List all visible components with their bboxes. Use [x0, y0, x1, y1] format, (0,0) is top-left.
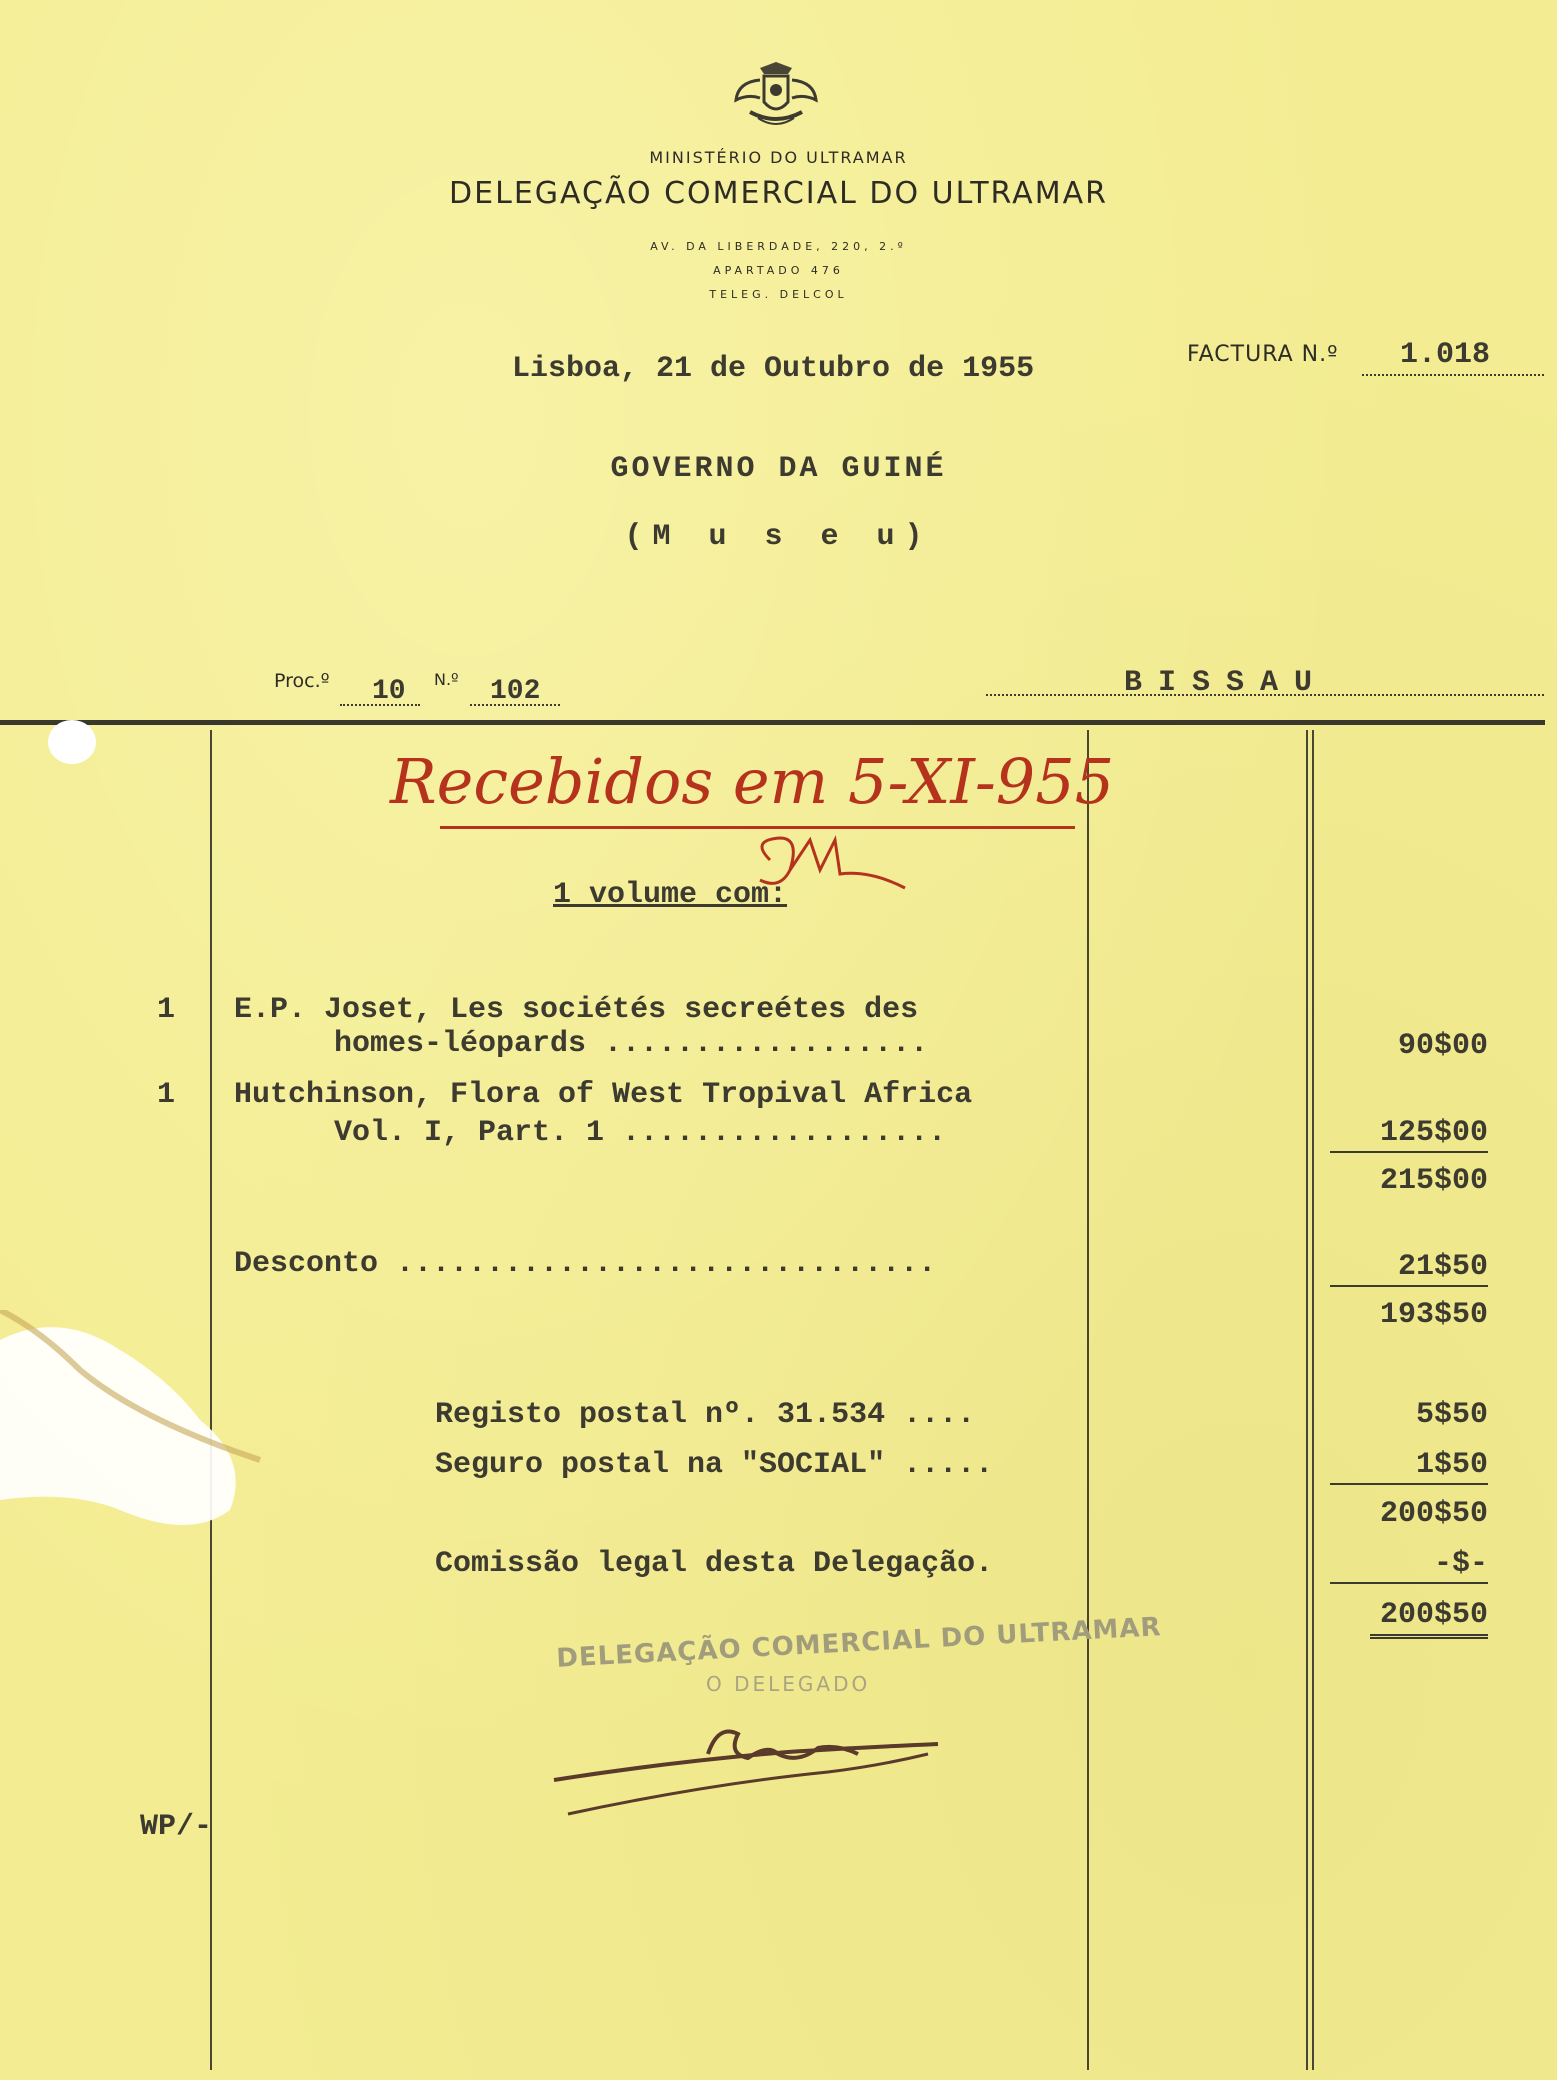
invoice-number-label: FACTURA N.º: [1187, 342, 1339, 367]
punch-hole: [48, 720, 96, 764]
item-title: Hutchinson, Flora of West Tropival Africa: [234, 1078, 973, 1112]
fees-underline: [1330, 1483, 1488, 1485]
item-quantity: 1: [157, 1078, 176, 1112]
commission-underline: [1330, 1582, 1488, 1584]
item-title: E.P. Joset, Les sociétés secreétes des: [234, 993, 919, 1027]
ministry-name: MINISTÉRIO DO ULTRAMAR: [649, 148, 908, 167]
discount-underline: [1330, 1285, 1488, 1287]
total-double-underline: [1370, 1634, 1488, 1639]
description-column-line: [1087, 730, 1089, 2070]
handwritten-receipt-note: Recebidos em 5-XI-955: [390, 745, 1115, 818]
proc-value: 10: [372, 676, 406, 707]
recipient-sub: (M u s e u): [624, 520, 933, 554]
recipient-city: BISSAU: [1124, 666, 1329, 700]
subtotal-amount: 215$00: [1379, 1164, 1488, 1198]
torn-edge: [0, 1310, 270, 1560]
address-street: AV. DA LIBERDADE, 220, 2.º: [650, 240, 907, 253]
typist-initials: WP/-: [140, 1810, 213, 1844]
no-value: 102: [490, 676, 541, 707]
commission-label: Comissão legal desta Delegação.: [435, 1547, 994, 1581]
total-amount: 200$50: [1379, 1598, 1488, 1632]
stamp-delegate: O DELEGADO: [706, 1672, 871, 1696]
commission-amount: -$-: [1433, 1547, 1488, 1581]
recipient-name: GOVERNO DA GUINÉ: [610, 452, 947, 486]
invoice-date: Lisboa, 21 de Outubro de 1955: [512, 352, 1035, 386]
coat-of-arms-icon: [730, 60, 822, 132]
item-subtitle: homes-léopards ..................: [334, 1027, 929, 1061]
discount-amount: 21$50: [1397, 1250, 1488, 1284]
invoice-number: 1.018: [1400, 338, 1491, 372]
item-subtitle: Vol. I, Part. 1 ..................: [334, 1116, 947, 1150]
item-amount: 125$00: [1379, 1116, 1488, 1150]
item-quantity: 1: [157, 993, 176, 1027]
postal-insurance-label: Seguro postal na "SOCIAL" .....: [435, 1448, 994, 1482]
subtotal-after-discount: 193$50: [1379, 1298, 1488, 1332]
discount-label: Desconto ..............................: [234, 1247, 937, 1281]
address-pobox: APARTADO 476: [713, 264, 844, 277]
subtotal-with-fees: 200$50: [1379, 1497, 1488, 1531]
item-amount: 90$00: [1397, 1029, 1488, 1063]
no-label: N.º: [434, 670, 459, 689]
postal-insurance-amount: 1$50: [1415, 1448, 1488, 1482]
postal-registration-amount: 5$50: [1415, 1398, 1488, 1432]
postal-registration-label: Registo postal nº. 31.534 ....: [435, 1398, 976, 1432]
package-heading: 1 volume com:: [553, 878, 788, 912]
header-rule: [0, 720, 1545, 725]
address-telegraph: TELEG. DELCOL: [709, 288, 848, 301]
handwritten-underline: [440, 826, 1075, 829]
signature-icon: [548, 1714, 948, 1824]
proc-label: Proc.º: [274, 670, 330, 692]
subtotal-underline: [1330, 1151, 1488, 1153]
office-stamp: DELEGAÇÃO COMERCIAL DO ULTRAMAR: [555, 1612, 1163, 1674]
office-name: DELEGAÇÃO COMERCIAL DO ULTRAMAR: [449, 176, 1108, 211]
invoice-number-line: [1362, 374, 1544, 376]
